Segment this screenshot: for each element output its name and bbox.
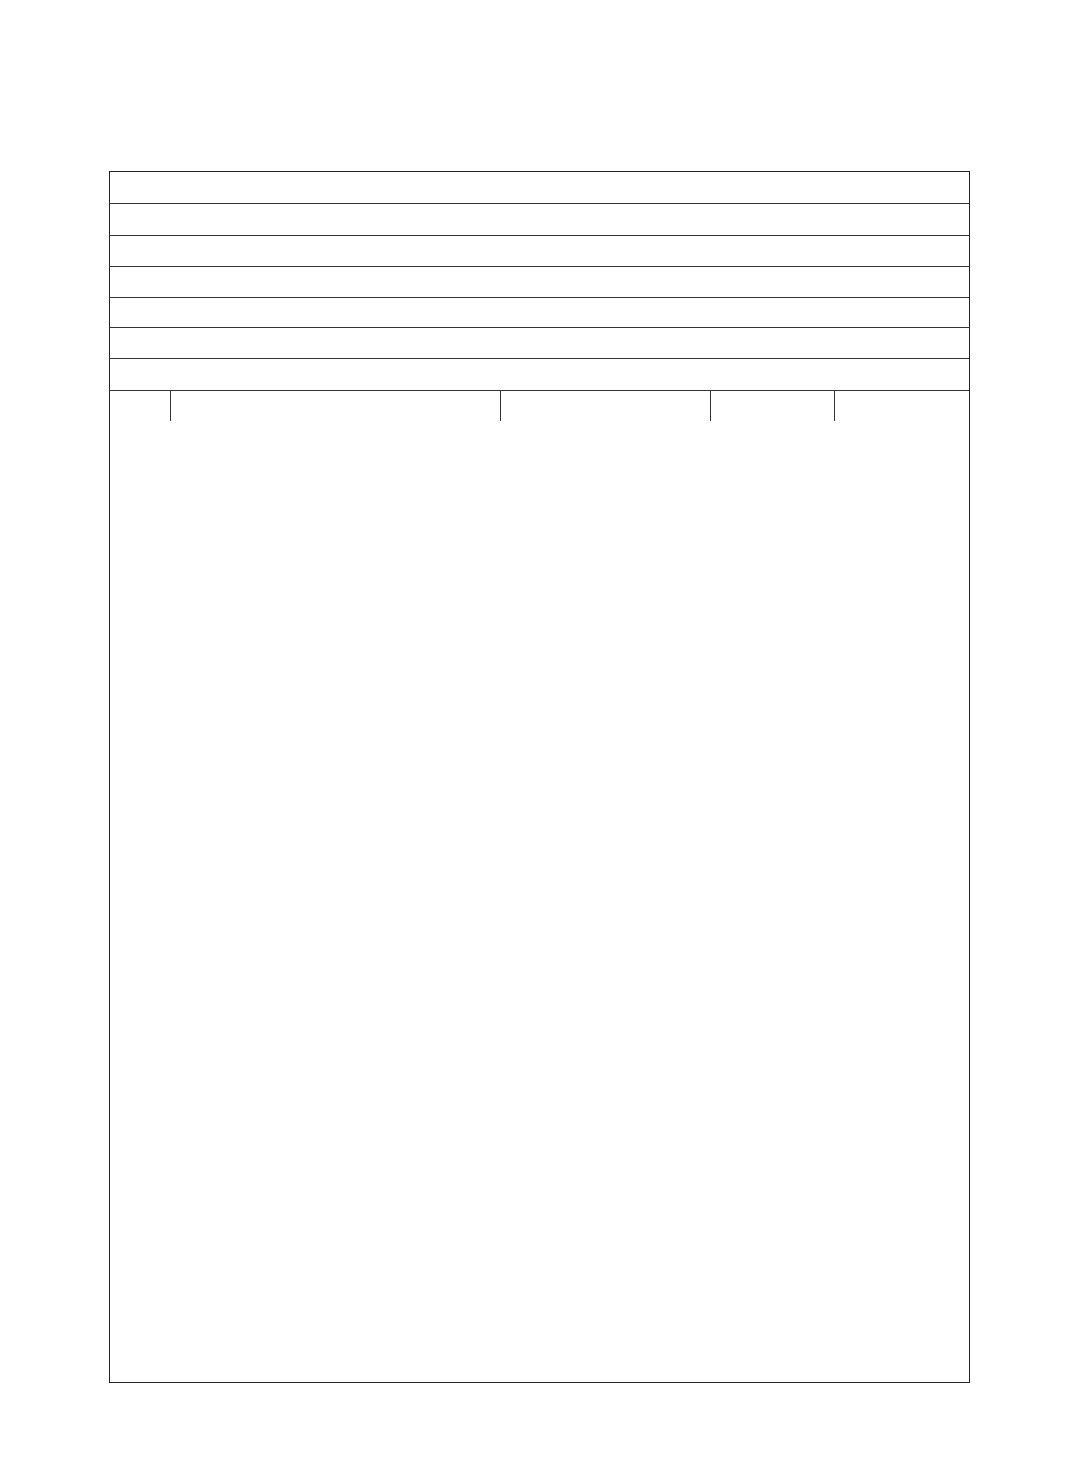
column-header-unit [500,391,710,421]
section-basic-info [109,171,970,203]
info-row-reviewer [109,327,970,358]
info-row-filler [109,297,970,327]
section-industry-development [109,358,970,390]
column-header-note [834,391,970,421]
table-header-row [109,390,970,421]
info-row-villages [109,266,970,297]
column-header-num [109,391,170,421]
info-row-township [109,203,970,235]
column-header-value [710,391,834,421]
column-header-name [170,391,500,421]
info-row-industry [109,235,970,266]
